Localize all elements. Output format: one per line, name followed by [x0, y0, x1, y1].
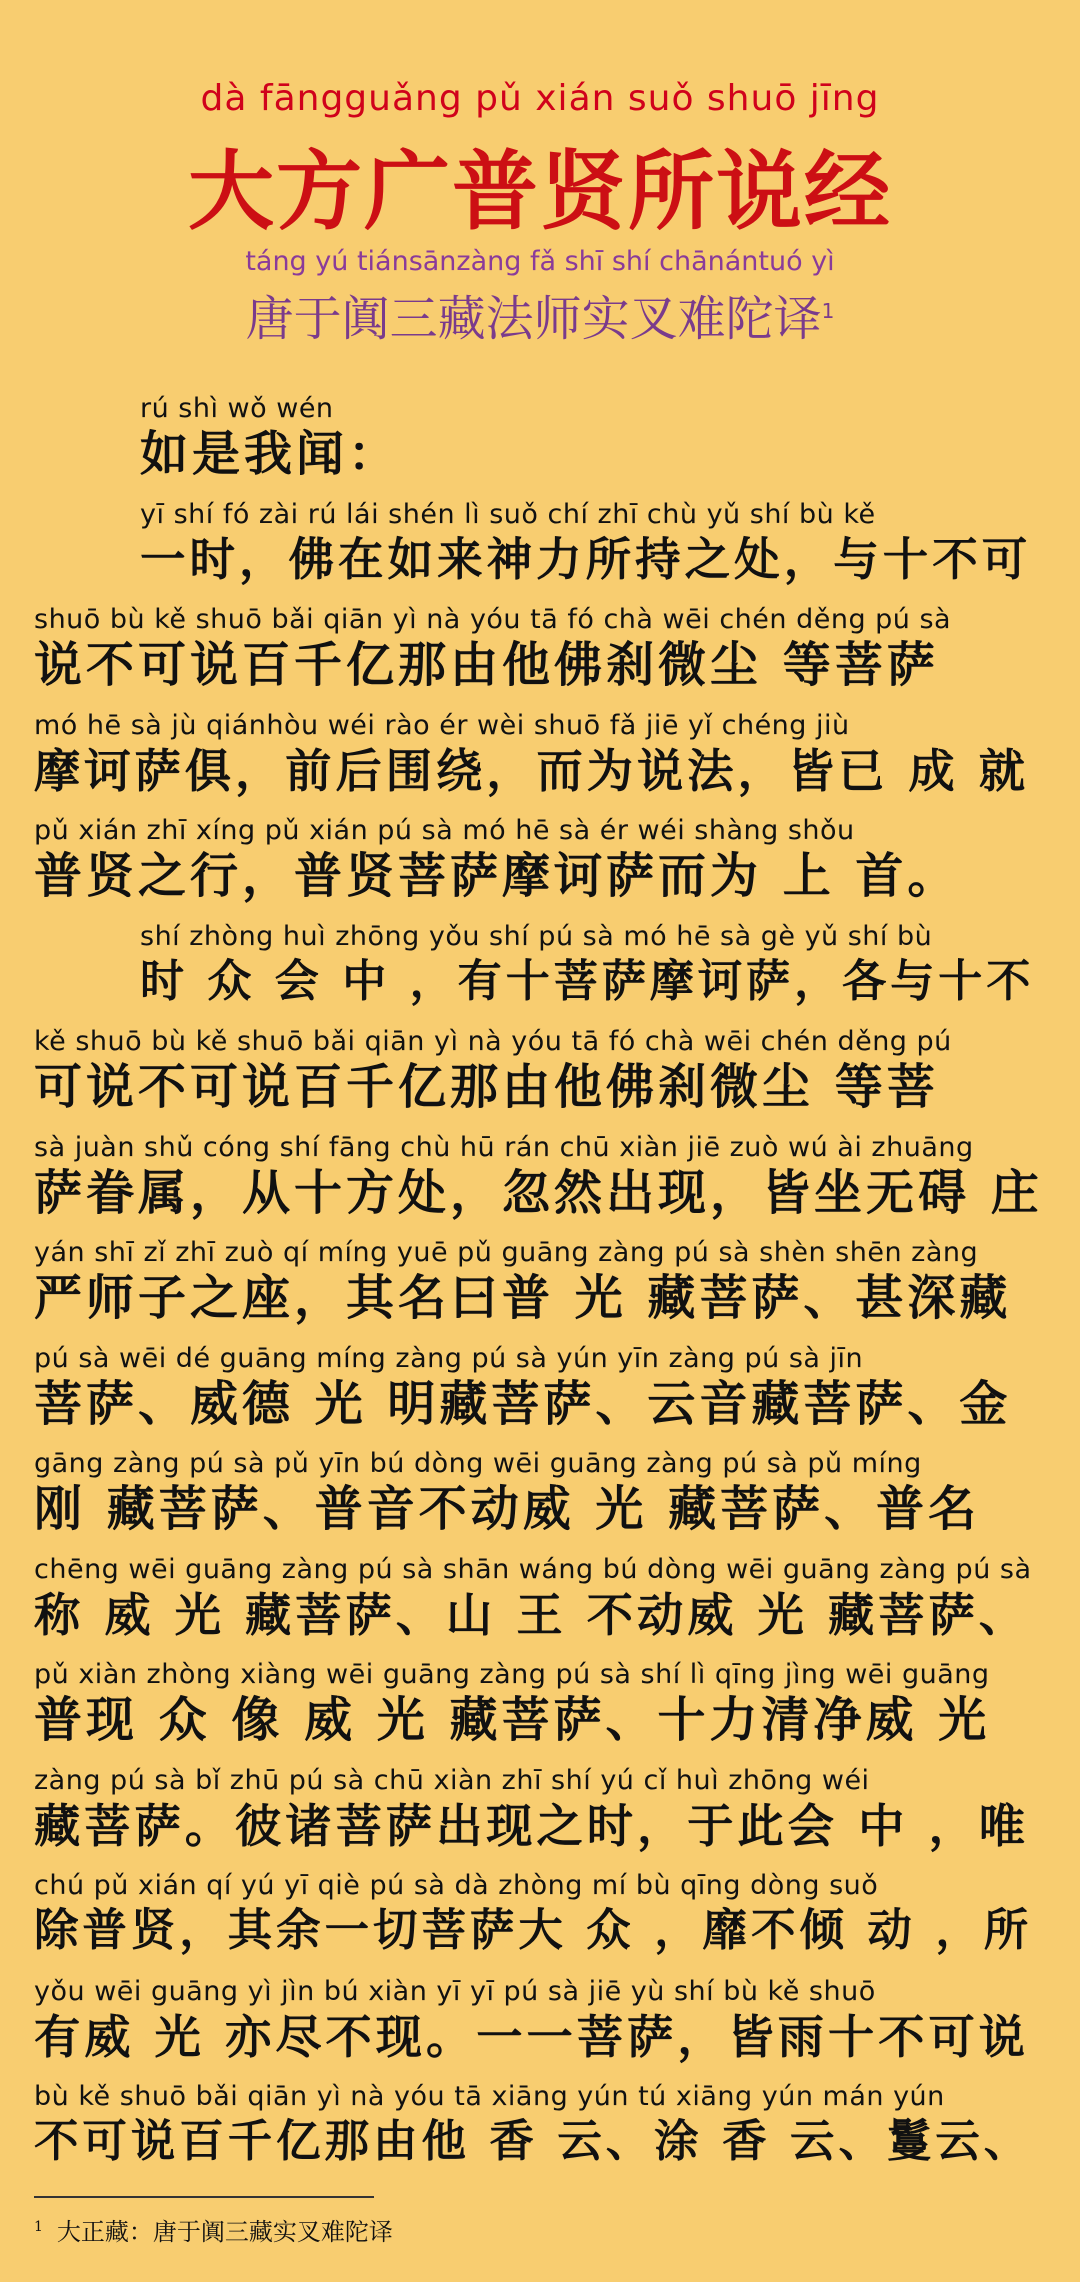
pinyin-line: mó hē sà jù qiánhòu wéi rào ér wèi shuō fǎ jiē yǐ chéng jiù	[34, 710, 850, 741]
hanzi-line: 除普贤，其余一切菩萨大 众 ，靡不倾 动 ，所	[34, 1905, 1033, 1956]
text-line	[34, 1976, 1046, 2066]
text-line	[34, 1765, 1046, 1855]
text-line	[140, 921, 1046, 1011]
footnote-text: 大正藏：唐于阗三藏实叉难陀译	[56, 2218, 393, 2246]
footnote-number: 1	[34, 2219, 43, 2235]
text-line	[34, 1870, 1046, 1960]
hanzi-line: 说不可说百千亿那由他佛刹微尘 等菩萨	[34, 637, 939, 693]
hanzi-line: 时 众 会 中 ，有十菩萨摩诃萨，各与十不	[140, 956, 1035, 1007]
hanzi-line: 摩诃萨俱，前后围绕，而为说法，皆已 成 就	[34, 744, 1029, 798]
page-title: 大方广普贤所说经	[188, 141, 892, 242]
hanzi-line: 刚 藏菩萨、普音不动威 光 藏菩萨、普名	[34, 1481, 981, 1537]
pinyin-line: yī shí fó zài rú lái shén lì suǒ chí zhī chù yǔ shí bù kě	[140, 499, 876, 530]
pinyin-line: pú sà wēi dé guāng míng zàng pú sà yún yīn zàng pú sà jīn	[34, 1343, 864, 1374]
text-line	[34, 604, 1046, 694]
pinyin-line: pǔ xián zhī xíng pǔ xián pú sà mó hē sà ér wéi shàng shǒu	[34, 815, 855, 846]
pinyin-line: chú pǔ xián qí yú yī qiè pú sà dà zhòng mí bù qīng dòng suǒ	[34, 1870, 879, 1901]
text-line	[34, 1026, 1046, 1116]
text-line	[140, 499, 1046, 589]
text-line	[34, 1659, 1046, 1749]
text-line	[34, 1132, 1046, 1222]
pinyin-line: sà juàn shǔ cóng shí fāng chù hū rán chū xiàn jiē zuò wú ài zhuāng	[34, 1132, 974, 1163]
pinyin-line: rú shì wǒ wén	[140, 393, 334, 424]
footnote-ref: 1	[821, 299, 835, 323]
text-line	[34, 1448, 1046, 1538]
pinyin-line: pǔ xiàn zhòng xiàng wēi guāng zàng pú sà shí lì qīng jìng wēi guāng	[34, 1659, 990, 1690]
text-line	[34, 1343, 1046, 1433]
subtitle-text: 唐于阗三藏法师实叉难陀译	[245, 291, 822, 347]
pinyin-line: bù kě shuō bǎi qiān yì nà yóu tā xiāng yún tú xiāng yún mán yún	[34, 2081, 945, 2112]
pinyin-line: zàng pú sà bǐ zhū pú sà chū xiàn zhī shí yú cǐ huì zhōng wéi	[34, 1765, 870, 1796]
pinyin-line: yán shī zǐ zhī zuò qí míng yuē pǔ guāng zàng pú sà shèn shēn zàng	[34, 1237, 979, 1268]
text-line	[34, 710, 1046, 800]
text-line	[34, 2081, 1046, 2171]
footnote-divider	[34, 2196, 374, 2198]
pinyin-line: shuō bù kě shuō bǎi qiān yì nà yóu tā fó chà wēi chén děng pú sà	[34, 604, 952, 635]
hanzi-line: 称 威 光 藏菩萨、山 王 不动威 光 藏菩萨、	[34, 1588, 1029, 1642]
subtitle-pinyin: táng yú tiánsānzàng fǎ shī shí chānántuó yì	[245, 246, 835, 277]
pinyin-line: yǒu wēi guāng yì jìn bú xiàn yī yī pú sà jiē yù shí bù kě shuō	[34, 1976, 876, 2007]
subtitle	[0, 280, 1080, 349]
pinyin-line: gāng zàng pú sà pǔ yīn bú dòng wēi guāng zàng pú sà pǔ míng	[34, 1448, 922, 1479]
footnote	[34, 2212, 393, 2247]
hanzi-line: 严师子之座，其名曰普 光 藏菩萨、甚深藏	[34, 1270, 1012, 1326]
text-line	[34, 815, 1046, 905]
text-line	[34, 1554, 1046, 1644]
text-line	[140, 393, 1046, 483]
hanzi-line: 菩萨、威德 光 明藏菩萨、云音藏菩萨、金	[34, 1376, 1012, 1432]
hanzi-line: 可说不可说百千亿那由他佛刹微尘 等菩	[34, 1059, 939, 1115]
hanzi-line: 一时，佛在如来神力所持之处，与十不可	[140, 533, 1032, 586]
title-pinyin: dà fāngguǎng pǔ xián suǒ shuō jīng	[200, 78, 880, 119]
hanzi-line: 有威 光 亦尽不现。一一菩萨，皆雨十不可说	[34, 2010, 1029, 2064]
hanzi-line: 藏菩萨。彼诸菩萨出现之时，于此会 中 ，唯	[34, 1799, 1029, 1853]
pinyin-line: chēng wēi guāng zàng pú sà shān wáng bú dòng wēi guāng zàng pú sà	[34, 1554, 1032, 1585]
hanzi-line: 不可说百千亿那由他 香 云、涂 香 云、鬘云、	[34, 2116, 1033, 2167]
hanzi-line: 普贤之行，普贤菩萨摩诃萨而为 上 首。	[34, 848, 960, 904]
hanzi-line: 普现 众 像 威 光 藏菩萨、十力清净威 光	[34, 1692, 991, 1748]
pinyin-line: shí zhòng huì zhōng yǒu shí pú sà mó hē sà gè yǔ shí bù	[140, 921, 933, 952]
pinyin-line: kě shuō bù kě shuō bǎi qiān yì nà yóu tā fó chà wēi chén děng pú	[34, 1026, 952, 1057]
text-line	[34, 1237, 1046, 1327]
hanzi-line: 萨眷属，从十方处，忽然出现，皆坐无碍 庄	[34, 1165, 1043, 1221]
hanzi-line: 如是我闻：	[140, 426, 401, 482]
